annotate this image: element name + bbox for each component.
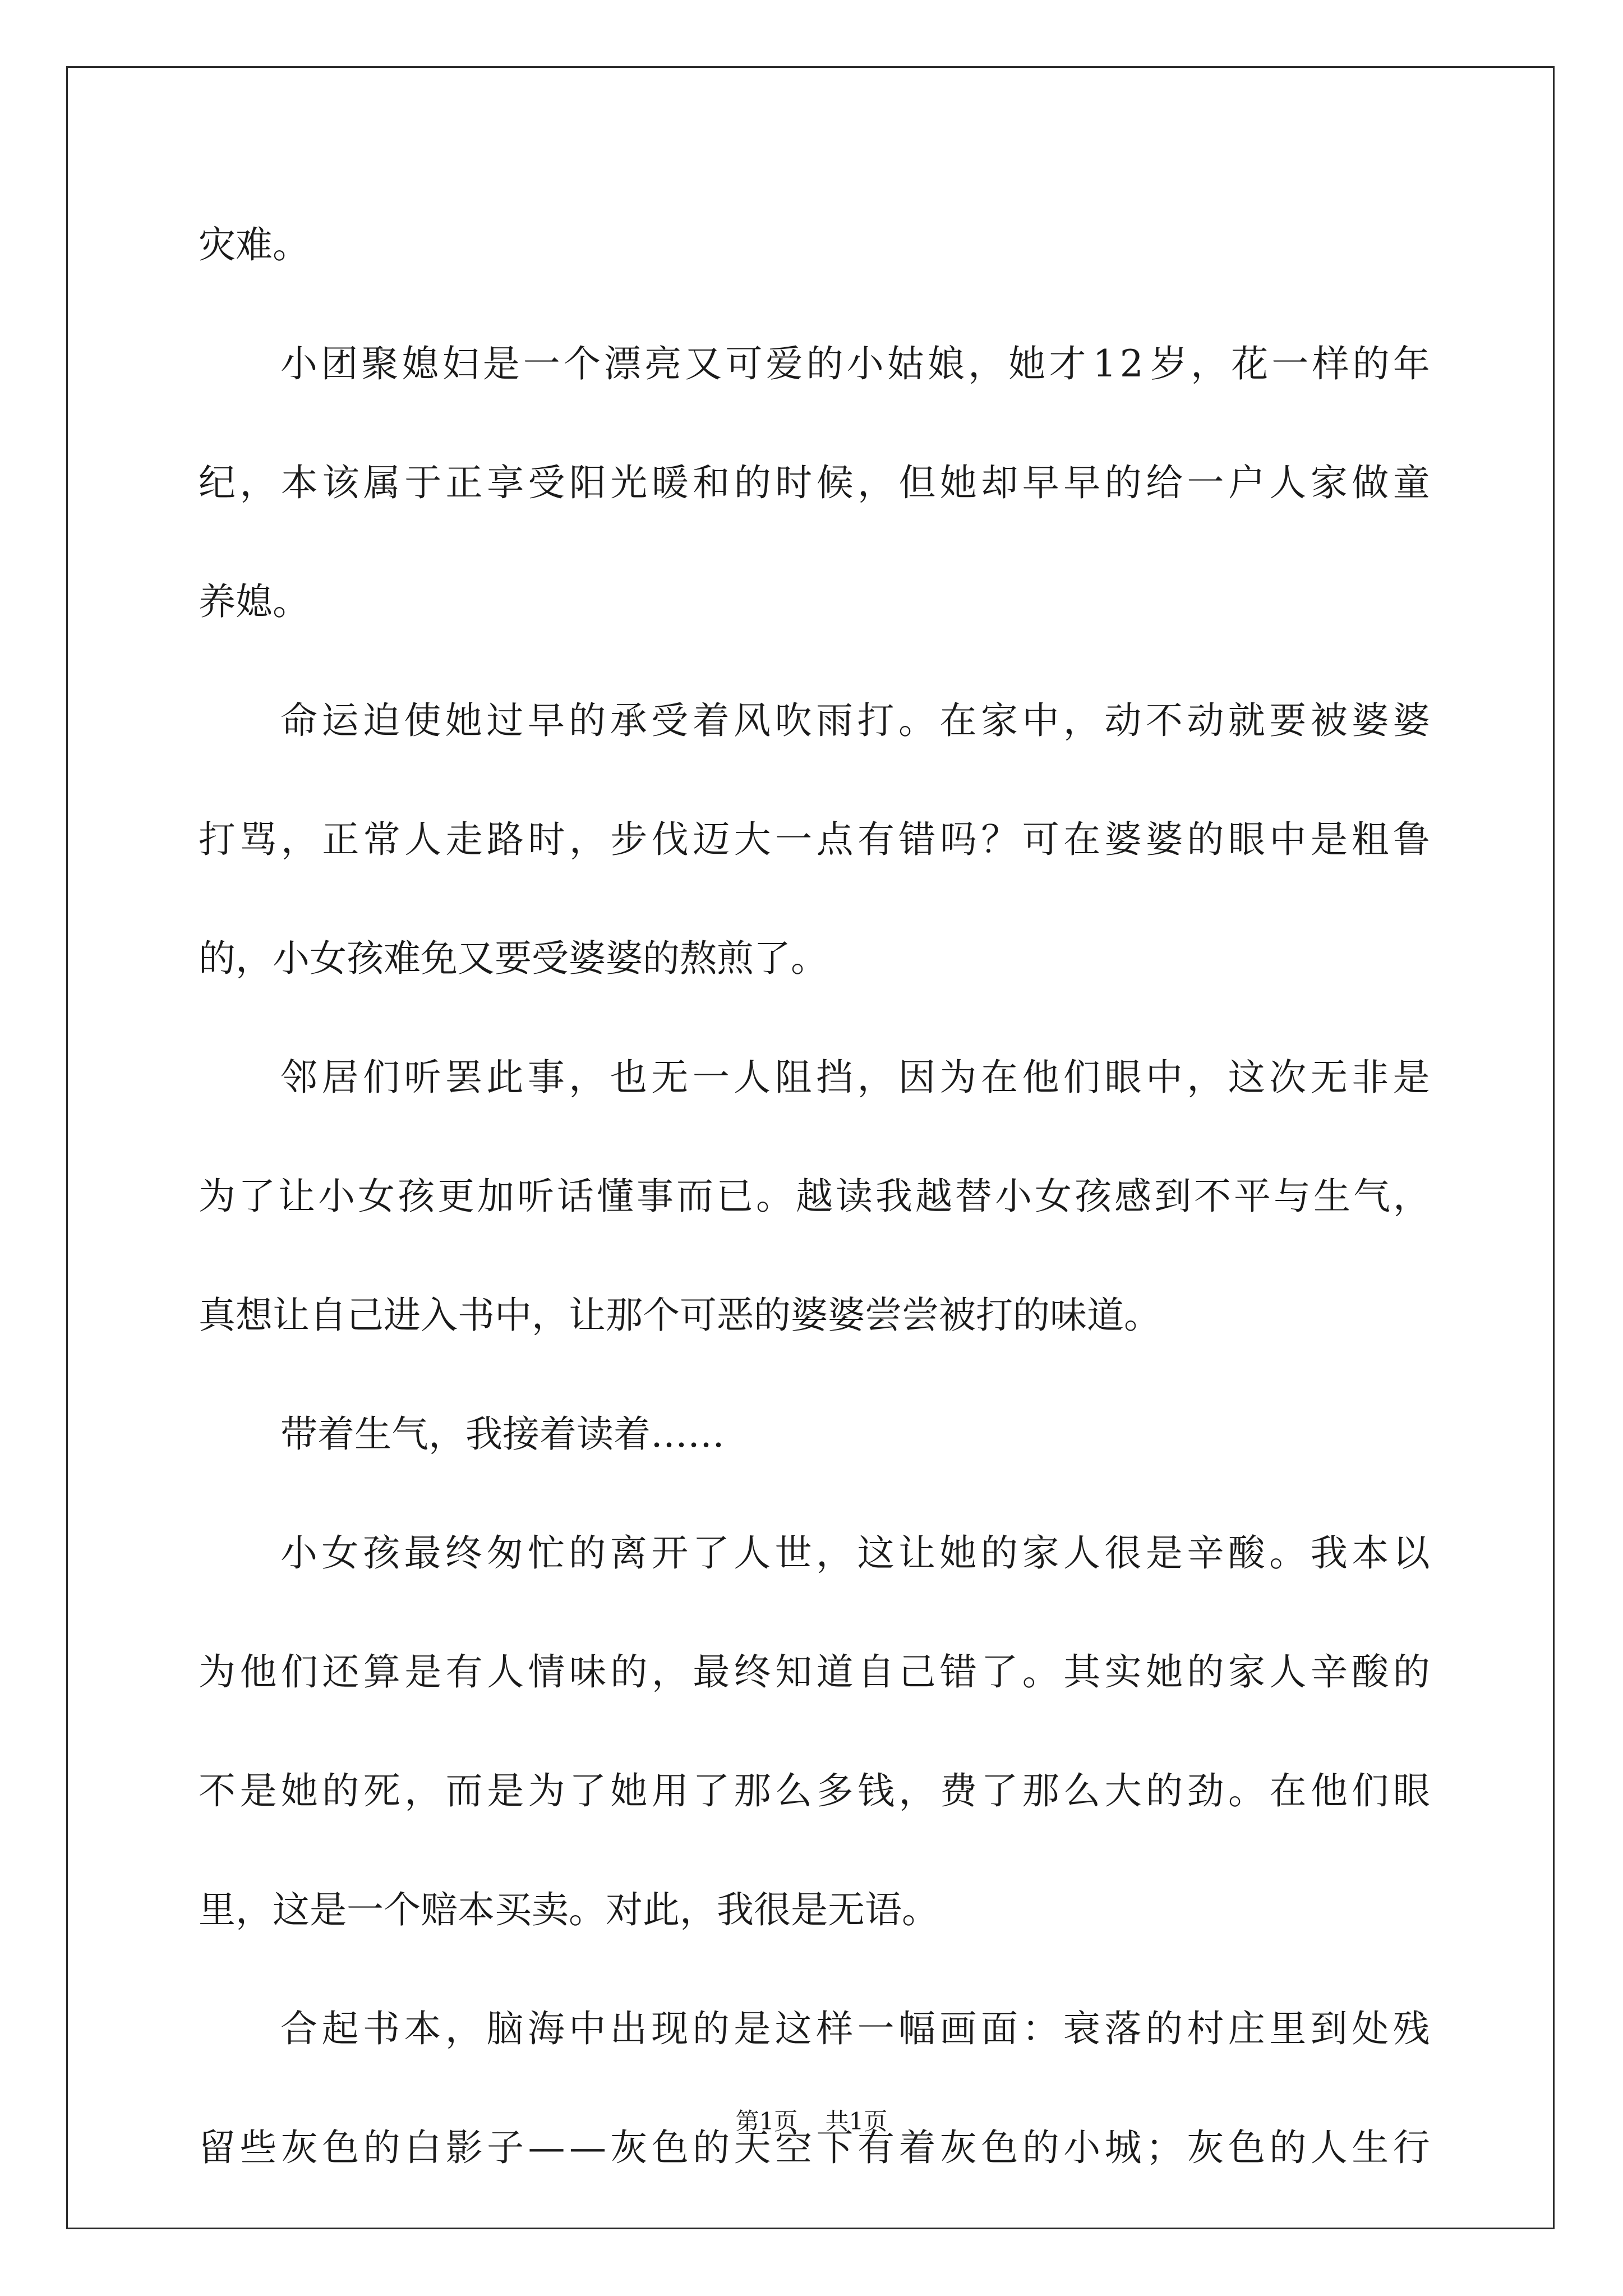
text-line-1: 灾难。 (199, 223, 310, 266)
text-line-8: 邻 居 们 听 罢 此 事 ， 也 无 一 人 阻 挡 ， 因 为 在 他 们 眼 中 ， 这 次 无 非 是 (280, 1056, 1430, 1099)
page-number: 第1页 (735, 2108, 798, 2135)
text-line-13: 为 他 们 还 算 是 有 人 情 味 的 ， 最 终 知 道 自 己 错 了 。 其 实 她 的 家 人 辛 酸 的 (199, 1650, 1430, 1694)
text-line-2: 小 团 聚 媳 妇 是 一 个 漂 亮 又 可 爱 的 小 姑 娘 ， 她 才 1 2 岁 ， 花 一 样 的 年 (280, 342, 1430, 385)
text-line-9: 为 了 让 小 女 孩 更 加 听 话 懂 事 而 已 。 越 读 我 越 替 小 女 孩 感 到 不 平 与 生 气 ， (199, 1175, 1430, 1218)
document-body (199, 220, 1430, 2242)
text-line-6: 打 骂 ， 正 常 人 走 路 时 ， 步 伐 迈 大 一 点 有 错 吗 ？ 可 在 婆 婆 的 眼 中 是 粗 鲁 (199, 818, 1430, 861)
text-line-7: 的，小女孩难免又要受婆婆的熬煎了。 (199, 937, 828, 980)
text-line-16: 合 起 书 本 ， 脑 海 中 出 现 的 是 这 样 一 幅 画 面 ： 衰 落 的 村 庄 里 到 处 残 (280, 2007, 1430, 2050)
text-line-14: 不 是 她 的 死 ， 而 是 为 了 她 用 了 那 么 多 钱 ， 费 了 那 么 大 的 劲 。 在 他 们 眼 (199, 1769, 1430, 1812)
text-line-12: 小 女 孩 最 终 匆 忙 的 离 开 了 人 世 ， 这 让 她 的 家 人 很 是 辛 酸 。 我 本 以 (280, 1531, 1430, 1575)
page-footer (0, 2105, 1623, 2138)
text-line-3: 纪 ， 本 该 属 于 正 享 受 阳 光 暖 和 的 时 候 ， 但 她 却 早 早 的 给 一 户 人 家 做 童 (199, 461, 1430, 504)
text-line-10: 真想让自己进入书中，让那个可恶的婆婆尝尝被打的味道。 (199, 1294, 1161, 1337)
page-total: 共1页 (825, 2108, 888, 2135)
text-line-15: 里，这是一个赔本买卖。对此，我很是无语。 (199, 1888, 939, 1931)
text-line-11: 带着生气，我接着读着…… (280, 1412, 725, 1456)
text-line-5: 命 运 迫 使 她 过 早 的 承 受 着 风 吹 雨 打 。 在 家 中 ， 动 不 动 就 要 被 婆 婆 (280, 699, 1430, 742)
text-line-17: 留 些 灰 色 的 白 影 子 — — 灰 色 的 天 空 下 有 着 灰 色 的 小 城 ； 灰 色 的 人 生 行 (199, 2126, 1430, 2169)
text-line-4: 养媳。 (199, 580, 310, 623)
